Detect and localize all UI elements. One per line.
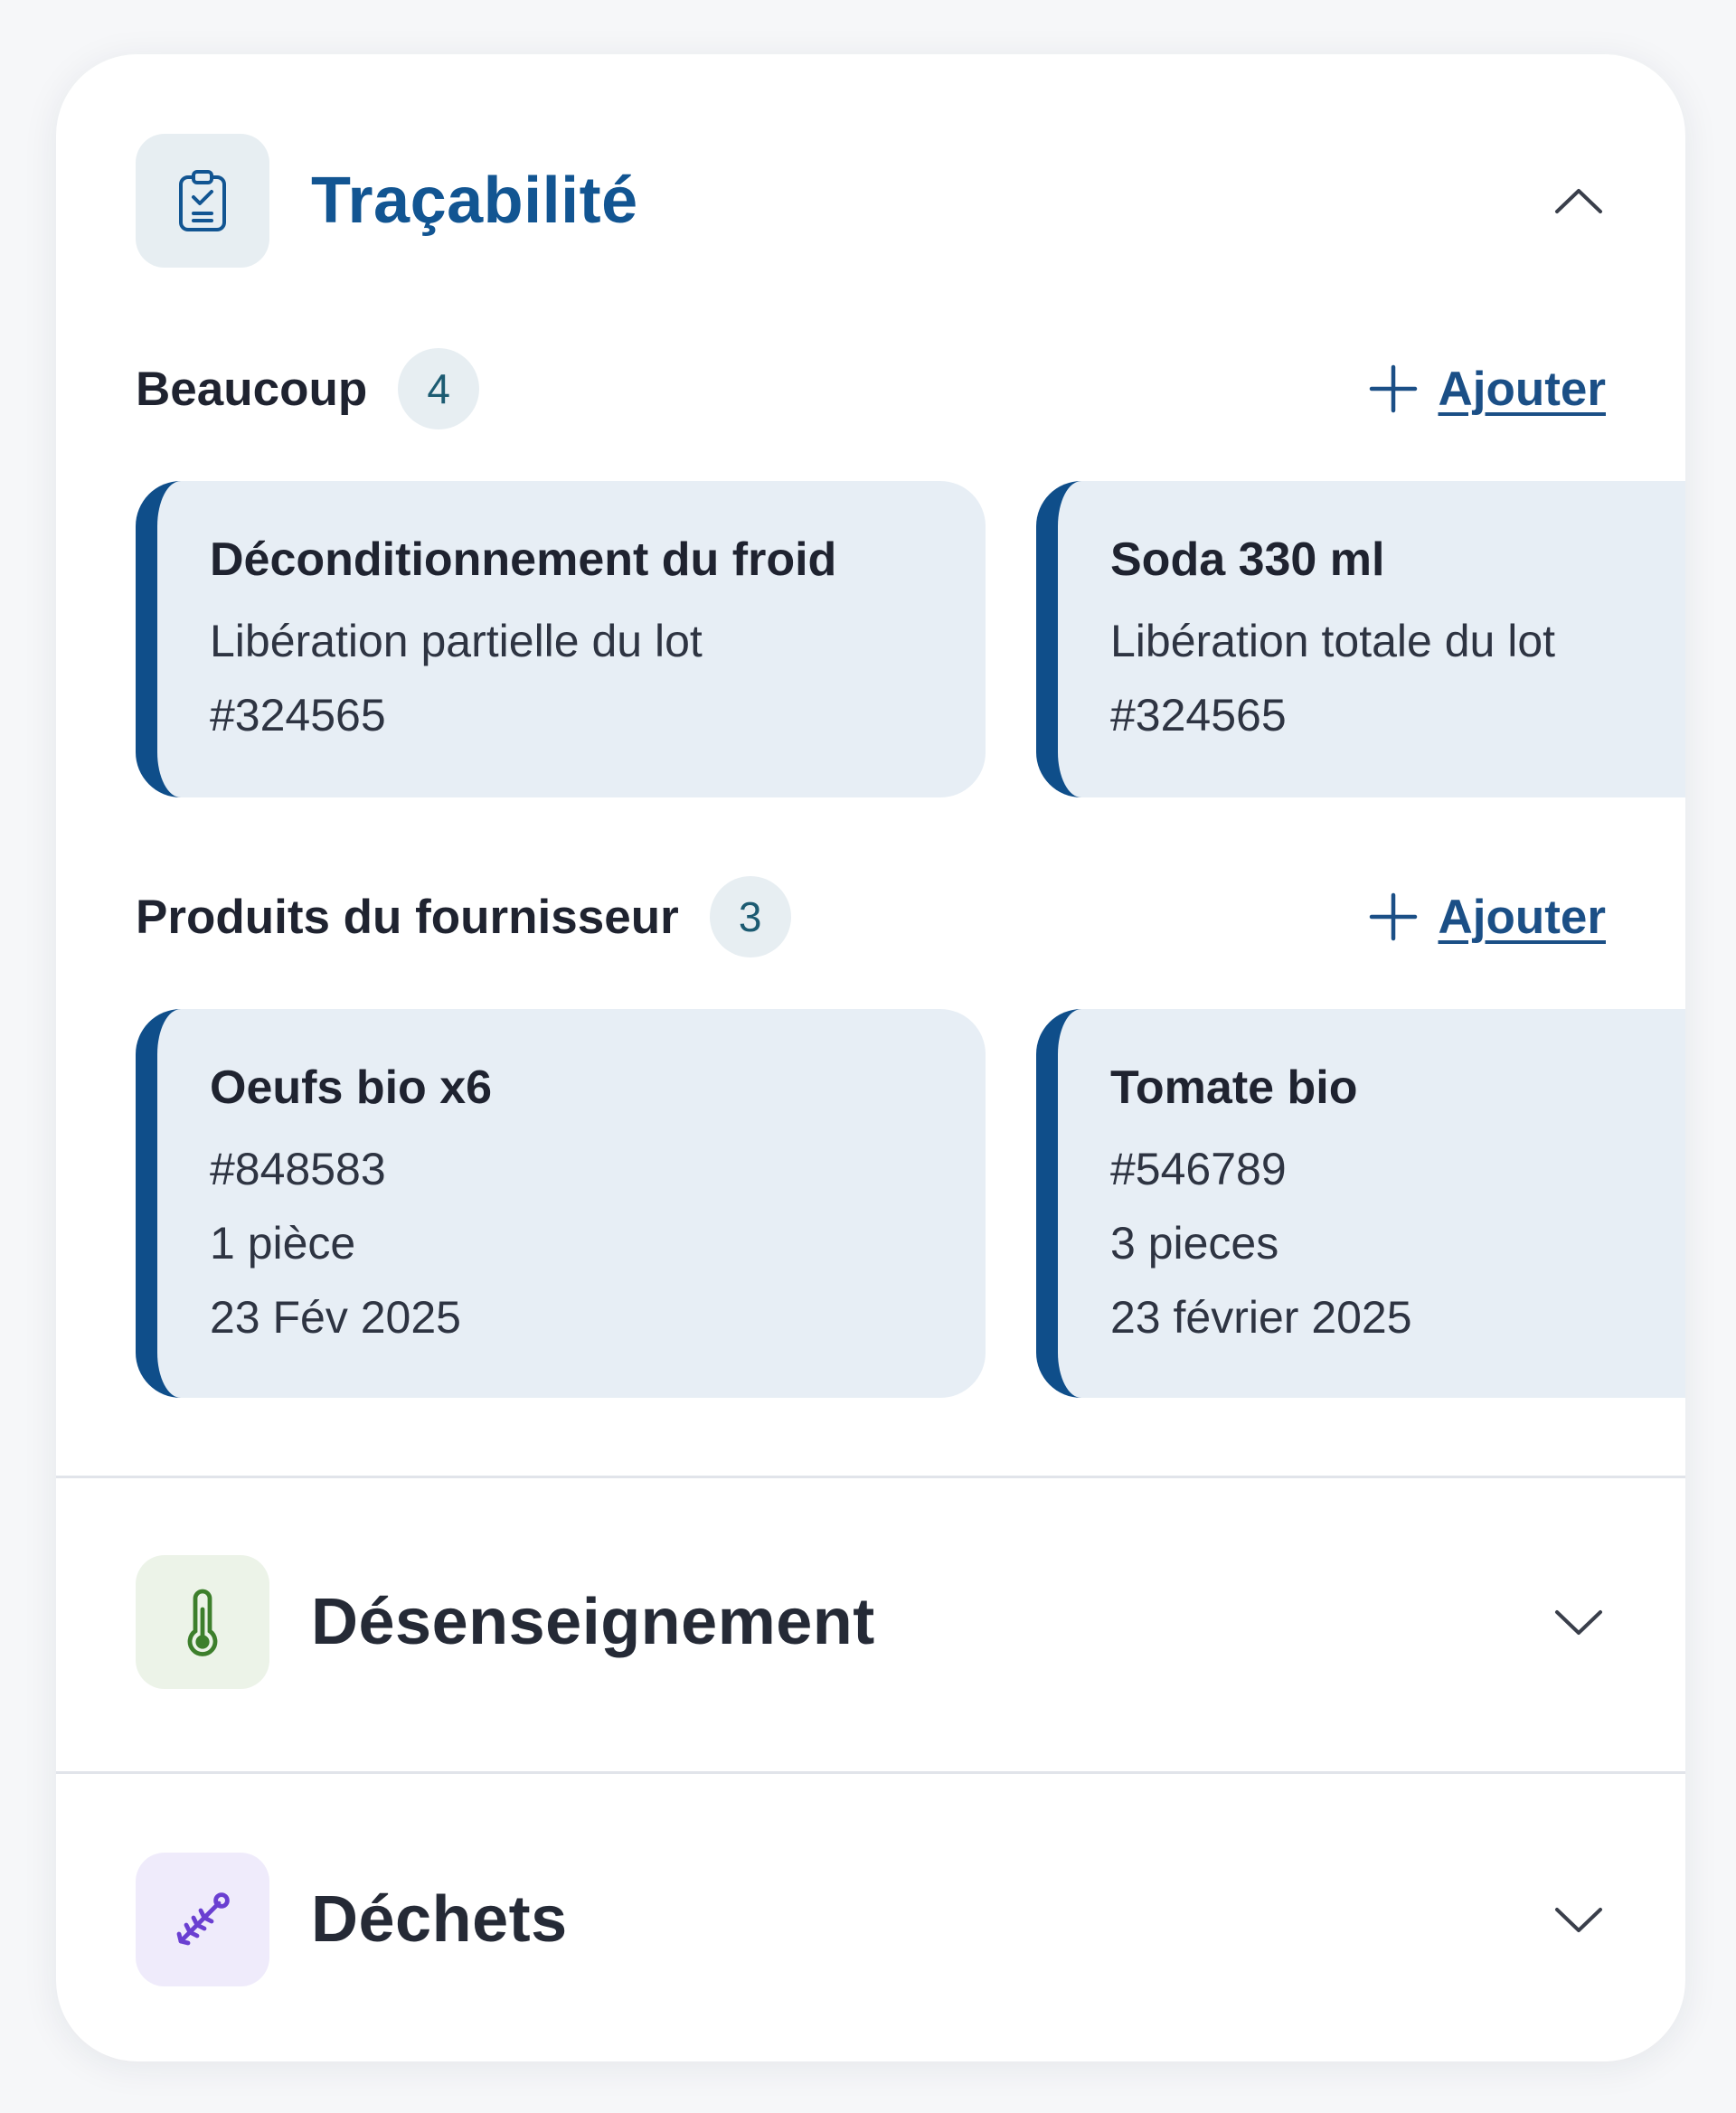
add-button-label: Ajouter [1438,890,1606,944]
subsection-label: Beaucoup [136,362,368,416]
subsection-label: Produits du fournisseur [136,890,679,944]
section-title: Déchets [311,1883,568,1956]
plus-icon [1368,891,1419,942]
product-card[interactable] [136,1009,986,1398]
card-line: #848583 [210,1144,386,1194]
count-badge: 3 [710,876,791,957]
desenseignement-header[interactable] [56,1555,1685,1691]
card-title: Déconditionnement du froid [210,533,837,586]
add-button-label: Ajouter [1438,362,1606,416]
card-line: 3 pieces [1110,1218,1279,1269]
cards-row [136,1009,1685,1343]
accordion-panel [56,54,1685,2061]
card-title: Soda 330 ml [1110,533,1385,586]
card-line: 23 Fév 2025 [210,1292,461,1343]
section-title: Désenseignement [311,1586,875,1658]
card-line: 23 février 2025 [1110,1292,1412,1343]
dechets-header[interactable] [56,1853,1685,1988]
trace-card[interactable] [136,481,986,797]
card-title: Tomate bio [1110,1061,1358,1114]
card-line: #546789 [1110,1144,1287,1194]
product-card[interactable] [1036,1009,1685,1398]
add-button[interactable] [1368,348,1607,429]
fish-bone-icon [136,1853,269,1986]
cards-row [136,481,1685,797]
card-line: Libération totale du lot [1110,616,1556,666]
chevron-down-icon[interactable] [1552,1599,1606,1645]
thermometer-icon [136,1555,269,1689]
card-title: Oeufs bio x6 [210,1061,493,1114]
count-badge: 4 [398,348,479,429]
plus-icon [1368,363,1419,414]
card-line: #324565 [1110,690,1287,740]
subsection-title [136,348,479,429]
divider [56,1476,1685,1478]
clipboard-check-icon [136,134,269,268]
add-button[interactable] [1368,876,1607,957]
chevron-up-icon[interactable] [1552,178,1606,223]
tracabilite-header[interactable] [56,134,1685,269]
subsection-header-beaucoup [136,348,1606,429]
section-title: Traçabilité [311,165,638,237]
divider [56,1771,1685,1774]
card-line: Libération partielle du lot [210,616,703,666]
subsection-title [136,876,791,957]
card-line: #324565 [210,690,386,740]
card-line: 1 pièce [210,1218,356,1269]
subsection-header-produits [136,876,1606,957]
chevron-down-icon[interactable] [1552,1897,1606,1942]
trace-card[interactable] [1036,481,1685,797]
